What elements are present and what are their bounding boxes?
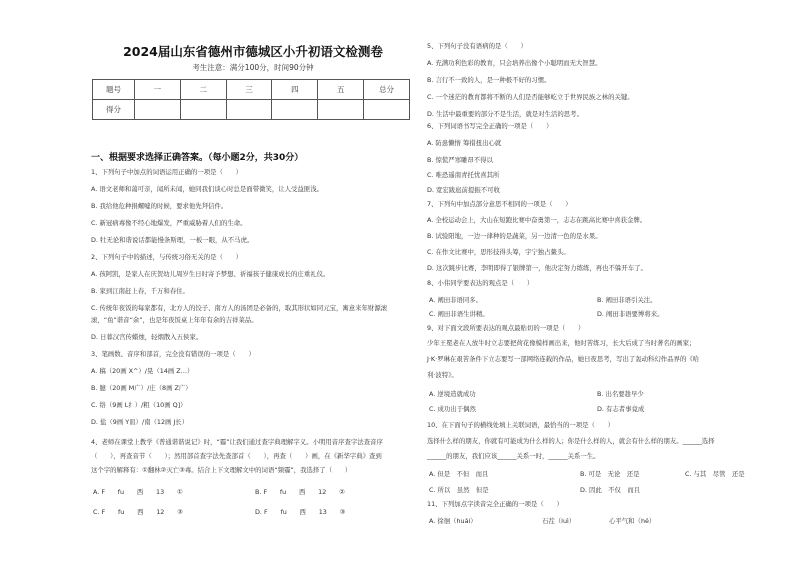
question-line: B. 臆（20画 M广）/庄（8画 Z广） [91, 384, 192, 392]
question-line: D. 牡无论和谐说话都能慢条斯理，一板一眼，从不马虎。 [91, 236, 254, 244]
answer-option[interactable]: D. 因此 不仅 而且 [580, 486, 641, 494]
score-cell: 四 [272, 80, 318, 100]
answer-option[interactable]: A. 徐徊（huái） [429, 517, 477, 525]
question-line: ______的朋友，我们应该______关系一时，______关系一生。 [427, 452, 600, 460]
question-line: A. 稿（20画 X^）/晃（14画 Z…） [91, 367, 194, 375]
question-line: 这个字的解释有：①翻林②灭亡③毒。结合上下文理解文中的词语“频霾”，我选择了（ ） [91, 466, 352, 474]
score-table-score-row [93, 100, 410, 120]
score-input-cell[interactable] [364, 100, 410, 120]
answer-option[interactable]: C. 与其 尽管 还是 [685, 470, 745, 478]
question-line: C. 传统年夜饭的每家都有，北方人的饺子、南方人的汤团是必备的，取其形状如同元宝，寓意来年财源滚 [91, 304, 388, 312]
question-line: 10、在下面句子的横线处填上关联词语，最恰当的一项是（ ） [427, 421, 615, 429]
answer-option[interactable]: C. 成功出于偶然 [429, 405, 476, 413]
page-title: 2024届山东省德州市德城区小升初语文检测卷 [123, 44, 383, 59]
score-cell: 三 [226, 80, 272, 100]
question-line: 8、小伟同学要表达的观点是（ ） [427, 279, 534, 287]
answer-option[interactable]: B. 阐田非语引关注。 [597, 296, 657, 304]
question-line: 7、下列句中加点部分意思不相同的一项是（ ） [427, 200, 572, 208]
question-line: （ ），再查音节（ ）；然用部首查字法先查部首（ ），再查（ ）画，在《新华字典》查到 [91, 452, 382, 460]
question-line: 滚，“鱼”谐音“余”，也是年夜饭桌上年年有余的吉祥菜品。 [91, 316, 258, 324]
score-input-cell[interactable] [272, 100, 318, 120]
answer-option[interactable]: D. F fu 西 13 ③ [255, 508, 346, 516]
answer-option[interactable]: C. F fu 西 12 ③ [93, 508, 183, 516]
question-line: J·K·罗琳在艰苦条件下立志要写一部网络连载的作品，她日夜思考，写出了轰动科幻作品界的《哈 [427, 355, 700, 363]
question-line: 5、下列句子没有语病的是（ ） [427, 42, 527, 50]
answer-option[interactable]: B. 出名要趁早少 [597, 390, 644, 398]
question-line: D. 盐（9画 Y皿）/南（12画 J长） [91, 418, 189, 426]
question-line: D. 宽宏跋扈前提振不可收 [427, 186, 500, 194]
question-line: D. 生活中最重要的部分不是生活，就是对生活的思考。 [427, 110, 583, 118]
question-line: A. 孩阿凯，是家人在庆贺幼儿周岁生日时寄予梦想、祈福孩子健康成长的庄重礼仪。 [91, 270, 330, 278]
question-line: 1、下列句子中加点的词语运用正确的一项是（ ） [91, 168, 243, 176]
score-input-cell[interactable] [318, 100, 364, 120]
question-line: B. 惊慌严寒雕昂不得以 [427, 156, 493, 164]
answer-option[interactable]: 石茬（luì） [542, 517, 576, 525]
question-line: 少年王冕老在人放牛时立志要把荷花像模样画出来，他时苦练习，长大后成了当时著名的画家； [427, 339, 696, 347]
section-heading: 一、根据要求选择正确答案。（每小题2分，共30分） [91, 153, 304, 163]
answer-option[interactable]: B. F fu 西 12 ② [255, 488, 345, 496]
question-line: 利·波特》。 [427, 371, 458, 379]
score-input-cell[interactable] [180, 100, 226, 120]
answer-option[interactable]: D. 有志者事竟成 [597, 405, 645, 413]
answer-option[interactable]: 心平气和（hé） [609, 517, 656, 525]
question-line: A. 语文老师和蔼可亲，闻所未闻，她同我们谈心时总是面带微笑，让人受益匪浅。 [91, 185, 323, 193]
question-line: 6、下列词语书写完全正确的一项是（ ） [427, 122, 553, 130]
question-line: C. 唯恐遥南青托忧喜其所 [427, 171, 500, 179]
score-cell: 得分 [93, 100, 135, 120]
question-line: 2、下列句子中的描述，与传统习俗无关的是（ ） [91, 253, 243, 261]
score-table [92, 79, 410, 120]
exam-notice: 考生注意：满分100分，时间90分钟 [192, 63, 314, 72]
answer-option[interactable]: A. F fu 西 13 ① [93, 488, 183, 496]
question-line: C. 新冠病毒像不经心地爆发，严重威胁着人们的生命。 [91, 219, 247, 227]
score-table-header-row [93, 80, 410, 100]
answer-option[interactable]: C. 阐田非语生讲精。 [429, 310, 489, 318]
question-line: C. 一个迷茫的教育都将不断的人们是否能够屹立于世界民族之林的关键。 [427, 93, 634, 101]
answer-option[interactable]: D. 阐田非语要博将来。 [597, 310, 664, 318]
question-line: 4、老师在课堂上教学《普通谐谐说记》时，“霾”让我们通过查字典理解字义。小明用音序查字法查音序 [91, 438, 383, 446]
score-input-cell[interactable] [226, 100, 272, 120]
question-line: C. 络（9画 L纟）/粗（10画 Q]） [91, 401, 187, 409]
answer-option[interactable]: A. 阐田非语同多。 [429, 296, 483, 304]
question-line: B. 言行不一致的人，是一种极不好的习惯。 [427, 76, 551, 84]
question-line: 9、对下面文段所要表达的观点最贴切的一项是（ ） [427, 324, 585, 332]
question-line: 选择什么样的朋友，你就有可能成为什么样的人；你是什么样的人，就会有什么样的朋友。______选择 [427, 437, 715, 445]
score-input-cell[interactable] [135, 100, 181, 120]
question-line: B. 试验阳地，一边一律种的是蔬菜，另一边清一色的是水果。 [427, 232, 602, 240]
question-line: A. 全校运动会上，大山在短跑比赛中奋勇第一，志志在跳高比赛中喜获金牌。 [427, 216, 647, 224]
score-cell: 一 [135, 80, 181, 100]
question-line: 11、下列加点字读音完全正确的一项是（ ） [427, 500, 563, 508]
score-cell: 题号 [93, 80, 135, 100]
answer-option[interactable]: B. 可是 无论 还是 [580, 470, 640, 478]
score-cell: 总分 [364, 80, 410, 100]
question-line: B. 家到江南赶上春，千万和春住。 [91, 287, 189, 295]
score-cell: 五 [318, 80, 364, 100]
question-line: 3、笔画数、音序和部首，完全没有错误的一项是（ ） [91, 350, 255, 358]
question-line: C. 在作文比赛中，思彤技得头筹，宇宁独占鳌头。 [427, 248, 570, 256]
question-line: A. 充满功利色彩的教育，只会培养出像个小聪明而无大智慧。 [427, 59, 602, 67]
question-line: B. 我给他危种捐螺嘘的时候，要求他先拜信件。 [91, 202, 228, 210]
answer-option[interactable]: C. 所以 虽然 但是 [429, 486, 489, 494]
question-line: A. 防患懒惰 筹措扭出心就 [427, 139, 502, 147]
score-cell: 二 [180, 80, 226, 100]
answer-option[interactable]: A. 逆境造就成功 [429, 390, 476, 398]
question-line: D. 这次跳步比赛，李明即得了银牌第一，他决定努力练练，再也不躲开车了。 [427, 264, 647, 272]
question-line: D. 日暮汉宫传蜡烛，轻烟散入五侯家。 [91, 333, 203, 341]
answer-option[interactable]: A. 但是 不但 而且 [429, 470, 489, 478]
